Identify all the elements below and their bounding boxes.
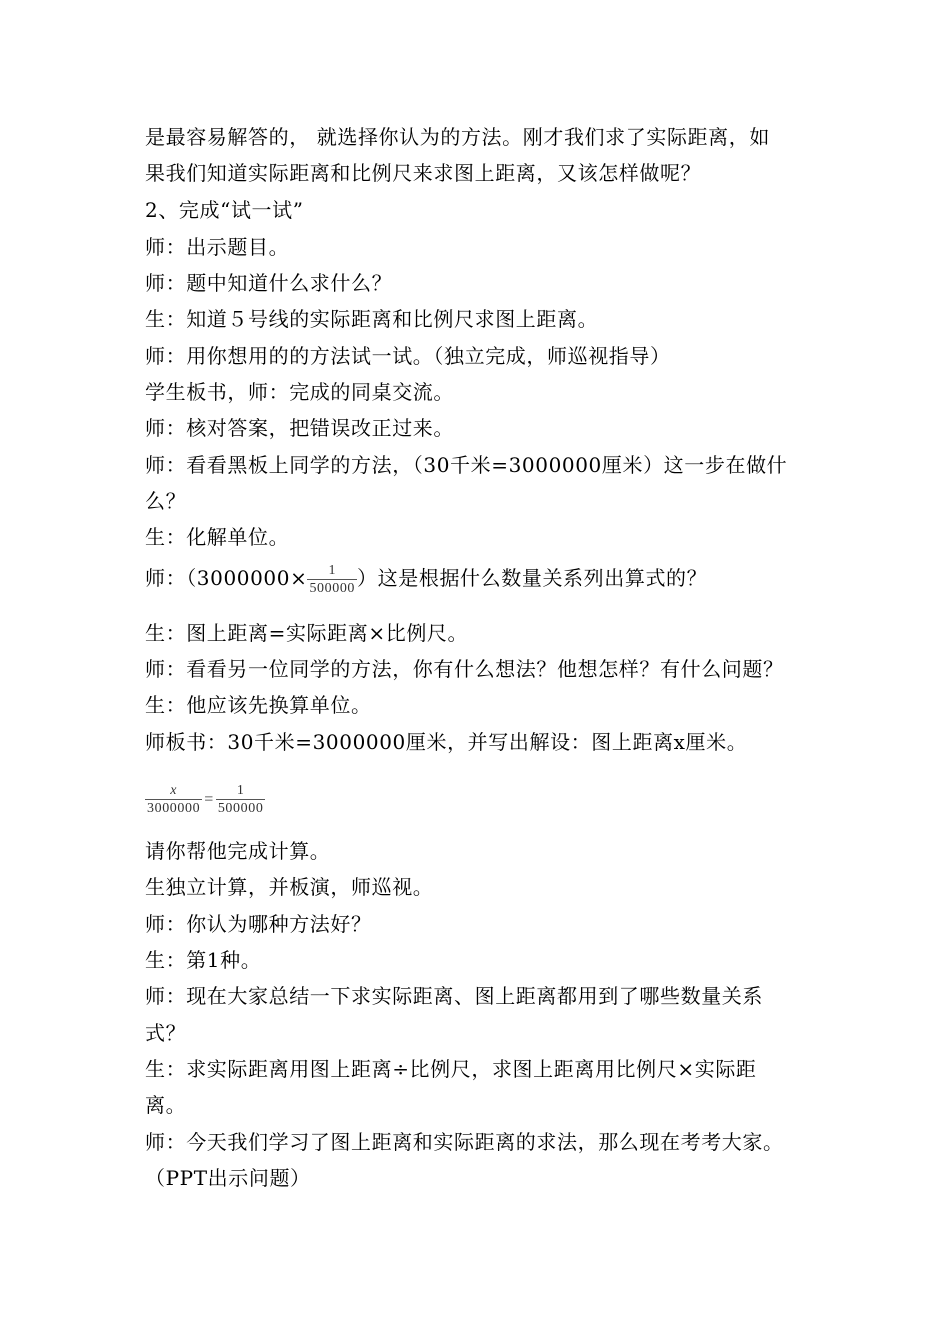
equation-right-fraction bbox=[216, 782, 266, 817]
paragraph-line: 师：现在大家总结一下求实际距离、图上距离都用到了哪些数量关系 bbox=[145, 984, 763, 1008]
equals-sign: = bbox=[204, 790, 214, 808]
fraction-denominator: 500000 bbox=[309, 581, 356, 596]
equation bbox=[145, 782, 265, 817]
paragraph-line: 师：用你想用的的方法试一试。（独立完成，师巡视指导） bbox=[145, 344, 671, 368]
section-heading: 2、完成“试一试” bbox=[145, 198, 304, 222]
paragraph-line: 师：你认为哪种方法好？ bbox=[145, 912, 372, 936]
formula-suffix: ）这是根据什么数量关系列出算式的？ bbox=[357, 566, 708, 590]
paragraph-line: （PPT出示问题） bbox=[145, 1166, 311, 1190]
paragraph-line: 式？ bbox=[145, 1021, 187, 1045]
fraction bbox=[307, 562, 357, 597]
equation-left-numerator: x bbox=[170, 783, 178, 798]
equation-right-numerator: 1 bbox=[236, 783, 245, 798]
paragraph-line: 离。 bbox=[145, 1093, 187, 1117]
equation-left-denominator: 3000000 bbox=[147, 801, 201, 816]
paragraph-line: 生：知道５号线的实际距离和比例尺求图上距离。 bbox=[145, 307, 599, 331]
equation-right-denominator: 500000 bbox=[217, 801, 264, 816]
paragraph-line: 师：出示题目。 bbox=[145, 235, 290, 259]
paragraph-line: 师：题中知道什么求什么？ bbox=[145, 271, 393, 295]
paragraph-line: 生：他应该先换算单位。 bbox=[145, 693, 372, 717]
formula-prefix: 师：（3000000× bbox=[145, 566, 308, 590]
formula-line bbox=[145, 562, 707, 597]
paragraph-line: 生：图上距离=实际距离×比例尺。 bbox=[145, 621, 469, 645]
paragraph-line: 是最容易解答的， 就选择你认为的方法。刚才我们求了实际距离，如 bbox=[145, 125, 770, 149]
equation-left-fraction bbox=[145, 782, 202, 817]
paragraph-line: 学生板书，师：完成的同桌交流。 bbox=[145, 380, 454, 404]
paragraph-line: 果我们知道实际距离和比例尺来求图上距离，又该怎样做呢？ bbox=[145, 161, 702, 185]
paragraph-line: 师：看看另一位同学的方法，你有什么想法？他想怎样？有什么问题？ bbox=[145, 657, 784, 681]
paragraph-line: 师板书：30千米=3000000厘米，并写出解设：图上距离x厘米。 bbox=[145, 730, 748, 754]
paragraph-line: 生：第1种。 bbox=[145, 948, 262, 972]
paragraph-line: 请你帮他完成计算。 bbox=[145, 839, 331, 863]
paragraph-line: 么？ bbox=[145, 489, 187, 513]
paragraph-line: 师：看看黑板上同学的方法，（30千米=3000000厘米）这一步在做什 bbox=[145, 453, 788, 477]
paragraph-line: 师：今天我们学习了图上距离和实际距离的求法，那么现在考考大家。 bbox=[145, 1130, 784, 1154]
paragraph-line: 生：化解单位。 bbox=[145, 525, 290, 549]
paragraph-line: 师：核对答案，把错误改正过来。 bbox=[145, 416, 454, 440]
paragraph-line: 生：求实际距离用图上距离÷比例尺，求图上距离用比例尺×实际距 bbox=[145, 1057, 757, 1081]
fraction-numerator: 1 bbox=[328, 563, 337, 578]
paragraph-line: 生独立计算，并板演，师巡视。 bbox=[145, 875, 434, 899]
